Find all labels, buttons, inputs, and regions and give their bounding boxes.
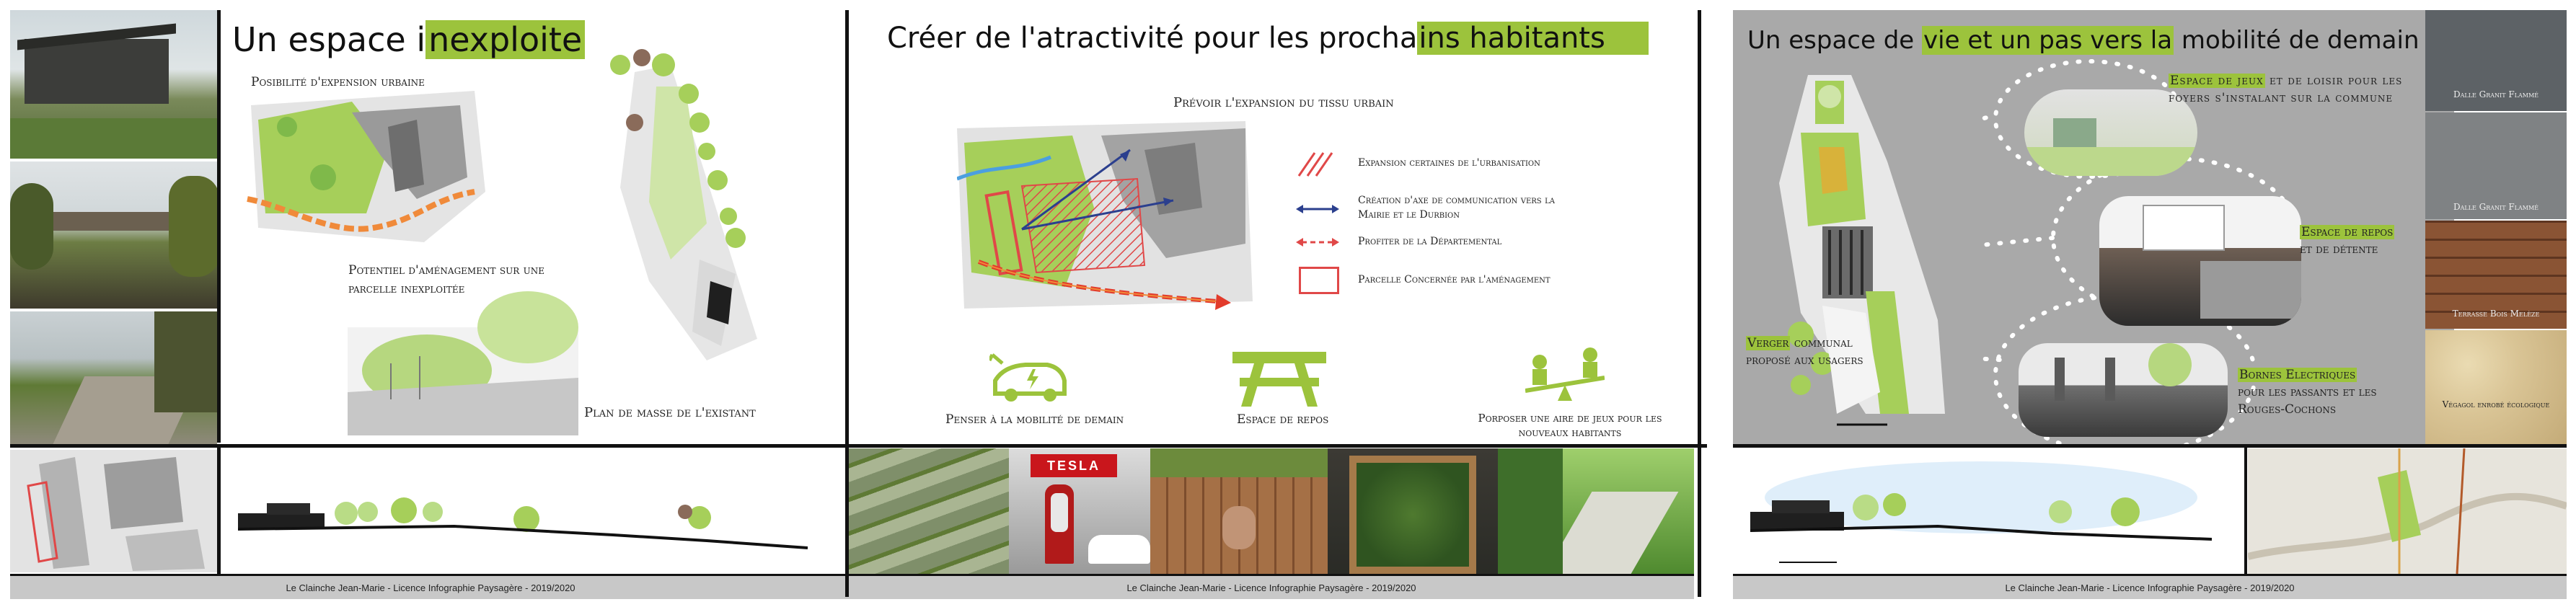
render-charging: [2019, 343, 2228, 437]
divider-panel-2-3: [1698, 10, 1701, 597]
seesaw-icon: [1525, 347, 1605, 402]
divider-horizontal-3: [1733, 444, 2567, 448]
label-potentiel: Potentiel d'aménagement sur une parcelle inexploitée: [348, 263, 545, 296]
swatch-wood-deck: [2425, 221, 2567, 329]
footer-panel-2: Le Clainche Jean-Marie - Licence Infographie Paysagère - 2019/2020: [849, 574, 1694, 599]
legend-road-arrow-icon: [1296, 235, 1339, 249]
render-rest-area: [2099, 196, 2301, 326]
annotation-playground: Espace de jeux et de loisir pour les foyers s'instalant sur la commune: [2169, 74, 2403, 105]
swatch-vegagol: [2425, 330, 2567, 444]
section-profile-3: [1750, 454, 2212, 570]
swatch-label-3: Terrasse Bois Melèze: [2452, 309, 2540, 319]
legend-parcel-icon: [1299, 267, 1339, 294]
panel-3-title: Un espace de vie et un pas vers la mobilité de demain: [1747, 26, 2420, 55]
swatch-granite-2: [2425, 112, 2567, 219]
caption-rest-area: Espace de repos: [1237, 412, 1329, 427]
photo-path: [10, 311, 217, 446]
map-urban-expansion: [957, 121, 1253, 316]
swatch-label-2: Dalle Granit Flammé: [2453, 202, 2538, 212]
label-expansion: Posibilité d'expension urbaine: [251, 75, 425, 89]
site-plan: [591, 43, 786, 368]
photo-barn: [10, 10, 217, 159]
photo-field: [10, 161, 217, 309]
footer-panel-3: Le Clainche Jean-Marie - Licence Infographie Paysagère - 2019/2020: [1733, 574, 2567, 599]
footer-panel-1: Le Clainche Jean-Marie - Licence Infographie Paysagère - 2019/2020: [10, 574, 851, 599]
electric-car-icon: [989, 352, 1069, 404]
legend-axis-arrow-icon: [1296, 202, 1339, 216]
label-plan-masse: Plan de masse de l'existant: [584, 405, 756, 420]
swatch-granite-1-fill: [2425, 10, 2567, 111]
caption-mobility: Penser à la mobilité de demain: [945, 412, 1124, 427]
legend-item-parcel: Parcelle Concernée par l'aménagement: [1358, 274, 1551, 285]
panel-3: [1707, 0, 2576, 607]
annotation-rest: Espace de repos et de détente: [2300, 225, 2394, 257]
photo-garden-path: [1498, 448, 1694, 574]
photo-paving: [849, 448, 1009, 574]
map-expansion: [244, 91, 489, 257]
sketch-perspective: [348, 284, 578, 435]
panel-1-title: Un espace inexploite: [232, 20, 585, 59]
panel-2: [849, 0, 1707, 607]
location-map: [2248, 448, 2567, 574]
divider-horizontal-1: [10, 444, 851, 448]
legend-hatch-icon: [1296, 150, 1336, 179]
tesla-sign: TESLA: [1031, 454, 1117, 477]
divider-horizontal-2: [849, 444, 1707, 448]
photo-green-wall: [1328, 448, 1498, 574]
map-expansion-title: Prévoir l'expansion du tissu urbain: [1173, 95, 1394, 110]
photo-wood-deck: [1150, 448, 1328, 574]
divider-vertical-1b: [217, 444, 221, 574]
swatch-label-1: Dalle Granit Flammé: [2453, 89, 2538, 99]
photo-tesla-charger: [1009, 448, 1150, 574]
legend-item-expansion: Expansion certaines de l'urbanisation: [1358, 157, 1540, 169]
legend-item-axis: Création d'axe de communication vers la Mairie et le Durbion: [1358, 195, 1555, 221]
panel-2-title: Créer de l'atractivité pour les prochains habitants: [887, 22, 1649, 55]
annotation-orchard: Verger communal proposé aux usagers: [1746, 336, 1863, 368]
cadastral-plan: [10, 450, 217, 572]
swatch-label-4: Végagol enrobé écologique: [2442, 399, 2550, 409]
caption-playground: Porposer une aire de jeux pour les nouveaux habitants: [1478, 412, 1662, 439]
picnic-table-icon: [1232, 352, 1326, 407]
panel-1: [0, 0, 851, 607]
divider-vertical-3: [2244, 444, 2247, 574]
divider-vertical-1a: [217, 10, 221, 443]
legend-item-road: Profiter de la Départemental: [1358, 236, 1502, 247]
section-profile: [238, 476, 808, 555]
annotation-charging: Bornes Electriques pour les passants et les Rouges-Cochons: [2238, 368, 2377, 417]
